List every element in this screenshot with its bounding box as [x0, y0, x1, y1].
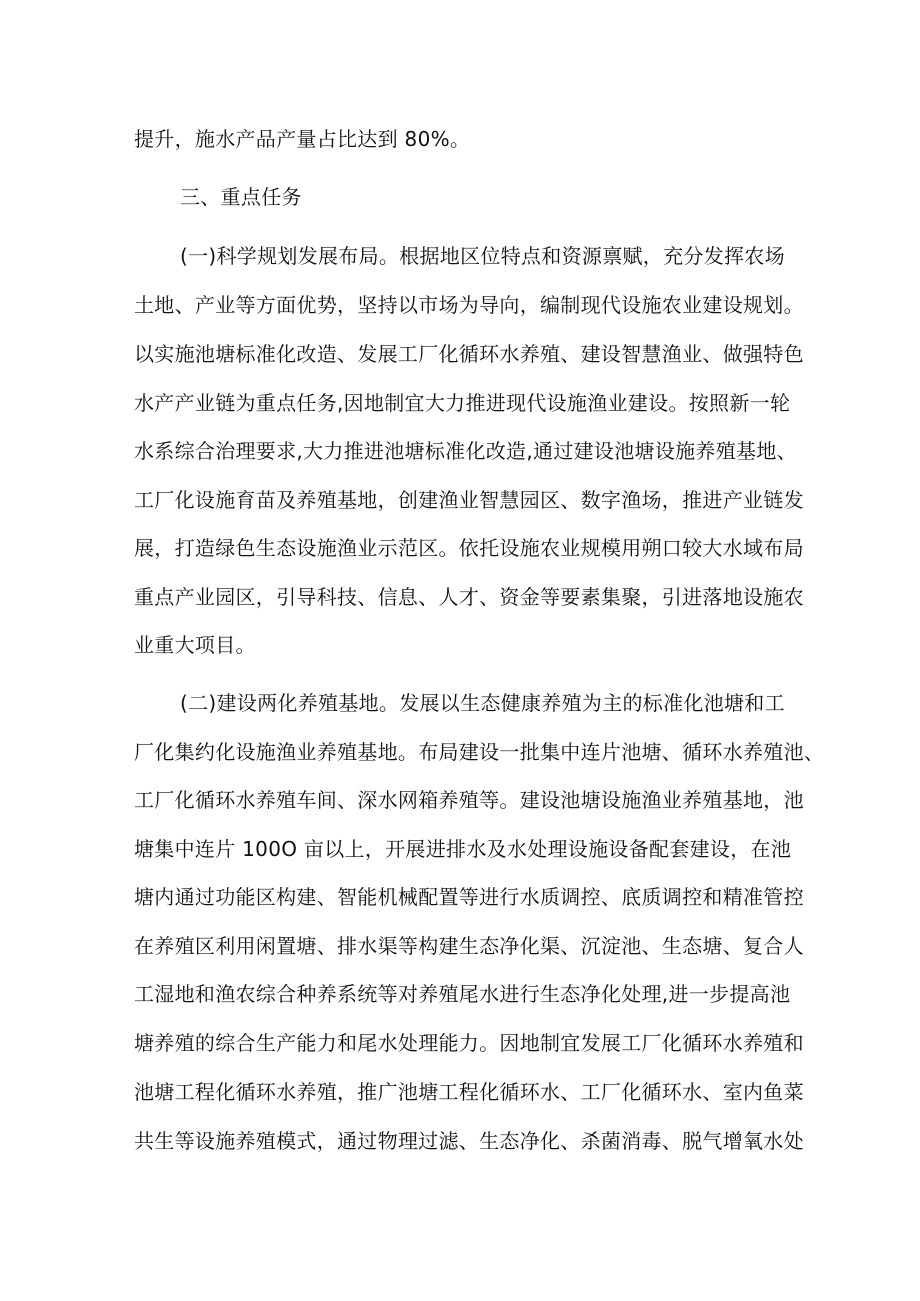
- text-line: 水系综合治理要求,大力推进池塘标准化改造,通过建设池塘设施养殖基地、: [134, 439, 797, 463]
- paragraph-1-line-1: (一)科学规划发展布局。根据地区位特点和资源禀赋，充分发挥农场: [180, 244, 785, 268]
- text-line: 重点产业园区，引导科技、信息、人才、资金等要素集聚，引进落地设施农: [134, 585, 804, 609]
- text-line: 共生等设施养殖模式，通过物理过滤、生态净化、杀菌消毒、脱气增氧水处: [134, 1129, 804, 1153]
- text-line: 塘集中连片 100O 亩以上，开展进排水及水处理设施设备配套建设，在池: [134, 837, 792, 861]
- text-line: 塘养殖的综合生产能力和尾水处理能力。因地制宜发展工厂化循环水养殖和: [134, 1031, 804, 1055]
- text-line: 展，打造绿色生态设施渔业示范区。依托设施农业规模用朔口较大水域布局: [134, 536, 804, 560]
- text-line: 工湿地和渔农综合种养系统等对养殖尾水进行生态净化处理,进一步提高池: [134, 982, 791, 1006]
- text-line: 厂化集约化设施渔业养殖基地。布局建设一批集中连片池塘、循环水养殖池、: [134, 740, 825, 764]
- text-line: 在养殖区利用闲置塘、排水渠等构建生态净化渠、沉淀池、生态塘、复合人: [134, 934, 804, 958]
- text-line: 土地、产业等方面优势，坚持以市场为导向，编制现代设施农业建设规划。: [134, 293, 804, 317]
- text-line: 水产产业链为重点任务,因地制宜大力推进现代设施渔业建设。按照新一轮: [134, 391, 791, 415]
- text-line: 业重大项目。: [134, 633, 256, 657]
- section-heading: 三、重点任务: [180, 185, 302, 209]
- paragraph-2-line-1: (二)建设两化养殖基地。发展以生态健康养殖为主的标准化池塘和工: [180, 691, 785, 715]
- text-line: 池塘工程化循环水养殖，推广池塘工程化循环水、工厂化循环水、室内鱼菜: [134, 1080, 804, 1104]
- text-line: 以实施池塘标准化改造、发展工厂化循环水养殖、建设智慧渔业、做强特色: [134, 342, 804, 366]
- text-line: 塘内通过功能区构建、智能机械配置等进行水质调控、底质调控和精准管控: [134, 885, 804, 909]
- text-line: 工厂化循环水养殖车间、深水网箱养殖等。建设池塘设施渔业养殖基地，池: [134, 788, 804, 812]
- text-line: 提升，施水产品产量占比达到 80%。: [134, 127, 471, 151]
- text-line: 工厂化设施育苗及养殖基地，创建渔业智慧园区、数字渔场，推进产业链发: [134, 488, 804, 512]
